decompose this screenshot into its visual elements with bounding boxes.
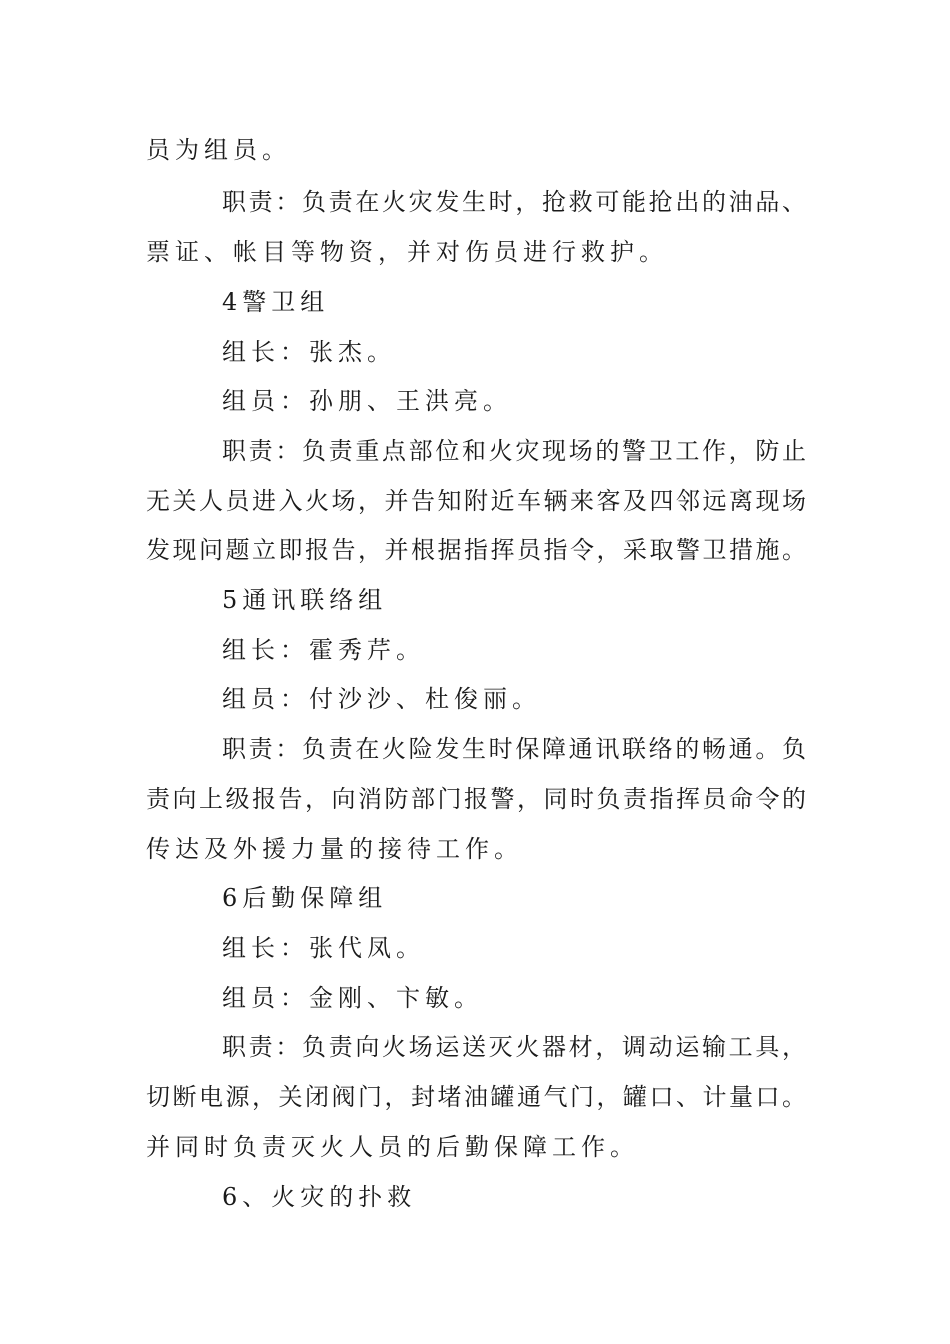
paragraph-line: 切断电源，关闭阀门，封堵油罐通气门，罐口、计量口。 (146, 1083, 806, 1111)
paragraph-line: 传达及外援力量的接待工作。 (146, 835, 523, 863)
paragraph-line: 并同时负责灭火人员的后勤保障工作。 (146, 1133, 639, 1161)
paragraph-line: 员为组员。 (146, 136, 291, 164)
paragraph-line: 票证、帐目等物资，并对伤员进行救护。 (146, 238, 668, 266)
section-heading: 6后勤保障组 (222, 884, 388, 912)
paragraph-line: 责向上级报告，向消防部门报警，同时负责指挥员命令的 (146, 785, 806, 813)
paragraph-line: 组长：张杰。 (222, 338, 396, 366)
section-heading: 5通讯联络组 (222, 586, 388, 614)
paragraph-line: 职责：负责重点部位和火灾现场的警卫工作，防止 (222, 437, 806, 465)
paragraph-line: 职责：负责向火场运送灭火器材，调动运输工具， (222, 1033, 806, 1061)
paragraph-line: 组员：付沙沙、杜俊丽。 (222, 685, 541, 713)
paragraph-line: 无关人员进入火场，并告知附近车辆来客及四邻远离现场 (146, 487, 806, 515)
paragraph-line: 组员：金刚、卞敏。 (222, 984, 483, 1012)
paragraph-line: 组长：张代凤。 (222, 934, 425, 962)
section-heading: 4警卫组 (222, 288, 330, 316)
paragraph-line: 组长：霍秀芹。 (222, 636, 425, 664)
paragraph-line: 发现问题立即报告，并根据指挥员指令，采取警卫措施。 (146, 536, 806, 564)
paragraph-line: 组员：孙朋、王洪亮。 (222, 387, 512, 415)
paragraph-line: 职责：负责在火险发生时保障通讯联络的畅通。负 (222, 735, 806, 763)
section-heading: 6、火灾的扑救 (222, 1183, 417, 1211)
paragraph-line: 职责：负责在火灾发生时，抢救可能抢出的油品、 (222, 188, 806, 216)
